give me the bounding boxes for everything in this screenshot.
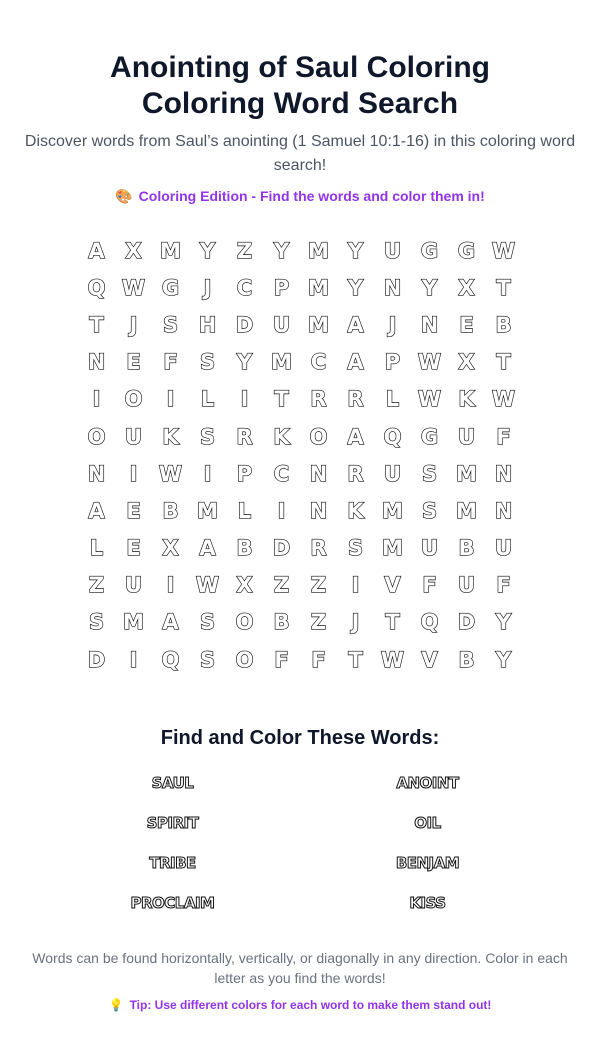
- grid-cell[interactable]: I: [277, 498, 286, 523]
- grid-cell[interactable]: K: [458, 387, 475, 412]
- grid-cell[interactable]: V: [421, 647, 438, 672]
- grid-cell[interactable]: P: [236, 461, 253, 486]
- grid-cell[interactable]: U: [457, 573, 476, 598]
- grid-cell[interactable]: I: [129, 461, 138, 486]
- grid-cell[interactable]: B: [236, 536, 253, 561]
- grid-cell[interactable]: I: [351, 573, 360, 598]
- grid-cell[interactable]: M: [160, 238, 181, 263]
- grid-cell[interactable]: Y: [347, 275, 364, 300]
- grid-cell[interactable]: Y: [347, 238, 364, 263]
- grid-cell[interactable]: F: [496, 573, 511, 598]
- grid-cell[interactable]: T: [89, 312, 104, 337]
- word-list-item: SPIRIT: [146, 814, 199, 833]
- grid-cell[interactable]: L: [89, 536, 104, 561]
- grid-cell[interactable]: B: [162, 498, 179, 523]
- grid-cell[interactable]: I: [166, 573, 175, 598]
- grid-cell[interactable]: N: [87, 350, 106, 375]
- grid-cell[interactable]: W: [417, 387, 442, 412]
- grid-cell[interactable]: O: [309, 424, 328, 449]
- grid-cell[interactable]: B: [458, 536, 475, 561]
- grid-cell[interactable]: K: [347, 498, 364, 523]
- grid-cell[interactable]: R: [347, 461, 364, 486]
- tip-banner: [20, 996, 580, 1014]
- grid-cell[interactable]: V: [384, 573, 401, 598]
- grid-cell[interactable]: W: [195, 573, 220, 598]
- grid-cell[interactable]: P: [384, 350, 401, 375]
- grid-cell[interactable]: F: [163, 350, 178, 375]
- grid-cell[interactable]: K: [162, 424, 179, 449]
- grid-cell[interactable]: G: [420, 238, 439, 263]
- grid-cell[interactable]: Y: [236, 350, 253, 375]
- grid-cell[interactable]: M: [308, 275, 329, 300]
- grid-cell[interactable]: Z: [310, 573, 327, 598]
- word-list-item: ANOINT: [396, 774, 459, 793]
- grid-cell[interactable]: C: [273, 461, 290, 486]
- word-list-item: PROCLAIM: [130, 894, 215, 913]
- grid-cell[interactable]: H: [198, 312, 217, 337]
- grid-cell[interactable]: Q: [383, 424, 402, 449]
- grid-cell[interactable]: P: [273, 275, 290, 300]
- word-list-item: SAUL: [151, 774, 194, 793]
- grid-cell[interactable]: F: [422, 573, 437, 598]
- grid-cell[interactable]: D: [457, 610, 476, 635]
- grid-cell[interactable]: F: [274, 647, 289, 672]
- grid-cell[interactable]: Y: [421, 275, 438, 300]
- grid-cell[interactable]: S: [199, 424, 216, 449]
- grid-cell[interactable]: U: [383, 461, 402, 486]
- grid-cell[interactable]: T: [496, 350, 511, 375]
- grid-cell[interactable]: W: [491, 238, 516, 263]
- grid-cell[interactable]: S: [347, 536, 364, 561]
- grid-cell[interactable]: N: [309, 498, 328, 523]
- grid-cell[interactable]: N: [494, 498, 513, 523]
- grid-cell[interactable]: C: [236, 275, 253, 300]
- grid-cell[interactable]: G: [457, 238, 476, 263]
- grid-cell[interactable]: N: [420, 312, 439, 337]
- grid-cell[interactable]: X: [236, 573, 253, 598]
- grid-cell[interactable]: Q: [420, 610, 439, 635]
- grid-cell[interactable]: D: [272, 536, 291, 561]
- page-title: Anointing of Saul Coloring Coloring Word Search: [110, 51, 490, 120]
- grid-cell[interactable]: Y: [273, 238, 290, 263]
- grid-cell[interactable]: M: [382, 536, 403, 561]
- grid-cell[interactable]: A: [88, 498, 105, 523]
- grid-cell[interactable]: S: [88, 610, 105, 635]
- grid-cell[interactable]: E: [126, 536, 141, 561]
- grid-cell[interactable]: U: [383, 238, 402, 263]
- grid-cell[interactable]: W: [158, 461, 183, 486]
- grid-cell[interactable]: D: [87, 647, 106, 672]
- grid-cell[interactable]: S: [421, 461, 438, 486]
- grid-cell[interactable]: A: [88, 238, 105, 263]
- word-list-item: BENJAM: [395, 854, 460, 873]
- edition-text: Coloring Edition - Find the words and color them in!: [138, 188, 485, 204]
- grid-cell[interactable]: C: [310, 350, 327, 375]
- grid-cell[interactable]: M: [456, 461, 477, 486]
- grid-cell[interactable]: U: [420, 536, 439, 561]
- grid-cell[interactable]: L: [385, 387, 400, 412]
- grid-cell[interactable]: U: [272, 312, 291, 337]
- grid-cell[interactable]: T: [496, 275, 511, 300]
- word-list: [45, 770, 555, 930]
- grid-cell[interactable]: G: [161, 275, 180, 300]
- grid-cell[interactable]: Z: [310, 610, 327, 635]
- grid-cell[interactable]: I: [166, 387, 175, 412]
- grid-cell[interactable]: M: [308, 312, 329, 337]
- grid-cell[interactable]: E: [459, 312, 474, 337]
- grid-cell[interactable]: Y: [199, 238, 216, 263]
- grid-cell[interactable]: I: [203, 461, 212, 486]
- grid-cell[interactable]: T: [348, 647, 363, 672]
- grid-cell[interactable]: U: [124, 424, 143, 449]
- grid-cell[interactable]: Z: [88, 573, 105, 598]
- grid-cell[interactable]: I: [92, 387, 101, 412]
- grid-cell[interactable]: Z: [273, 573, 290, 598]
- word-list-item: OIL: [414, 814, 441, 833]
- grid-cell[interactable]: L: [237, 498, 252, 523]
- grid-cell[interactable]: J: [203, 275, 212, 300]
- grid-cell[interactable]: X: [125, 238, 142, 263]
- grid-cell[interactable]: R: [310, 536, 327, 561]
- instructions-text: Words can be found horizontally, vertically, or diagonally in any direction. Color in each letter as you find the words!: [32, 950, 568, 987]
- grid-cell[interactable]: Y: [495, 610, 512, 635]
- words-heading: Find and Color These Words:: [160, 727, 440, 750]
- grid-cell[interactable]: N: [309, 461, 328, 486]
- grid-cell[interactable]: R: [310, 387, 327, 412]
- grid-cell[interactable]: J: [351, 610, 360, 635]
- grid-cell[interactable]: F: [311, 647, 326, 672]
- grid-cell[interactable]: W: [380, 647, 405, 672]
- grid-cell[interactable]: A: [347, 424, 364, 449]
- grid-cell[interactable]: M: [123, 610, 144, 635]
- grid-cell[interactable]: S: [199, 350, 216, 375]
- grid-cell[interactable]: O: [235, 610, 254, 635]
- palette-icon: 🎨: [115, 188, 133, 204]
- grid-cell[interactable]: Q: [87, 275, 106, 300]
- edition-banner: [20, 186, 580, 206]
- grid-cell[interactable]: A: [162, 610, 179, 635]
- grid-cell[interactable]: L: [200, 387, 215, 412]
- grid-cell[interactable]: E: [126, 350, 141, 375]
- grid-cell[interactable]: B: [458, 647, 475, 672]
- grid-cell[interactable]: J: [129, 312, 138, 337]
- grid-cell[interactable]: G: [420, 424, 439, 449]
- grid-cell[interactable]: O: [87, 424, 106, 449]
- word-list-item: TRIBE: [149, 854, 196, 873]
- grid-cell[interactable]: A: [347, 312, 364, 337]
- grid-cell[interactable]: M: [456, 498, 477, 523]
- grid-cell[interactable]: U: [124, 573, 143, 598]
- grid-cell[interactable]: D: [235, 312, 254, 337]
- lightbulb-icon: 💡: [108, 998, 124, 1013]
- word-list-item: KISS: [409, 894, 446, 913]
- grid-cell[interactable]: U: [494, 536, 513, 561]
- letter-grid: [78, 232, 522, 678]
- grid-cell[interactable]: S: [199, 610, 216, 635]
- grid-cell[interactable]: A: [199, 536, 216, 561]
- grid-cell[interactable]: M: [308, 238, 329, 263]
- grid-cell[interactable]: X: [458, 350, 475, 375]
- grid-cell[interactable]: K: [273, 424, 290, 449]
- grid-cell[interactable]: N: [494, 461, 513, 486]
- grid-cell[interactable]: M: [271, 350, 292, 375]
- grid-cell[interactable]: I: [129, 647, 138, 672]
- grid-cell[interactable]: S: [199, 647, 216, 672]
- grid-cell[interactable]: J: [388, 312, 397, 337]
- grid-cell[interactable]: Q: [161, 647, 180, 672]
- grid-cell[interactable]: M: [197, 498, 218, 523]
- grid-cell[interactable]: T: [385, 610, 400, 635]
- grid-cell[interactable]: A: [347, 350, 364, 375]
- grid-cell[interactable]: X: [458, 275, 475, 300]
- page-subtitle: Discover words from Saul’s anointing (1 Samuel 10:1-16) in this coloring word search!: [24, 133, 576, 174]
- tip-text: Tip: Use different colors for each word to make them stand out!: [129, 998, 492, 1013]
- grid-cell[interactable]: R: [347, 387, 364, 412]
- grid-cell[interactable]: S: [421, 498, 438, 523]
- grid-cell[interactable]: Z: [236, 238, 253, 263]
- grid-cell[interactable]: U: [457, 424, 476, 449]
- grid-cell[interactable]: O: [124, 387, 143, 412]
- word-search-page: [0, 50, 600, 1014]
- grid-cell[interactable]: B: [273, 610, 290, 635]
- grid-cell[interactable]: M: [382, 498, 403, 523]
- grid-cell[interactable]: X: [162, 536, 179, 561]
- grid-cell[interactable]: N: [383, 275, 402, 300]
- grid-cell[interactable]: W: [417, 350, 442, 375]
- grid-cell[interactable]: E: [126, 498, 141, 523]
- grid-cell[interactable]: B: [495, 312, 512, 337]
- grid-cell[interactable]: T: [274, 387, 289, 412]
- grid-cell[interactable]: W: [491, 387, 516, 412]
- grid-cell[interactable]: W: [121, 275, 146, 300]
- grid-cell[interactable]: F: [496, 424, 511, 449]
- grid-cell[interactable]: N: [87, 461, 106, 486]
- grid-cell[interactable]: I: [240, 387, 249, 412]
- grid-cell[interactable]: R: [236, 424, 253, 449]
- grid-cell[interactable]: Y: [495, 647, 512, 672]
- grid-cell[interactable]: O: [235, 647, 254, 672]
- grid-cell[interactable]: S: [162, 312, 179, 337]
